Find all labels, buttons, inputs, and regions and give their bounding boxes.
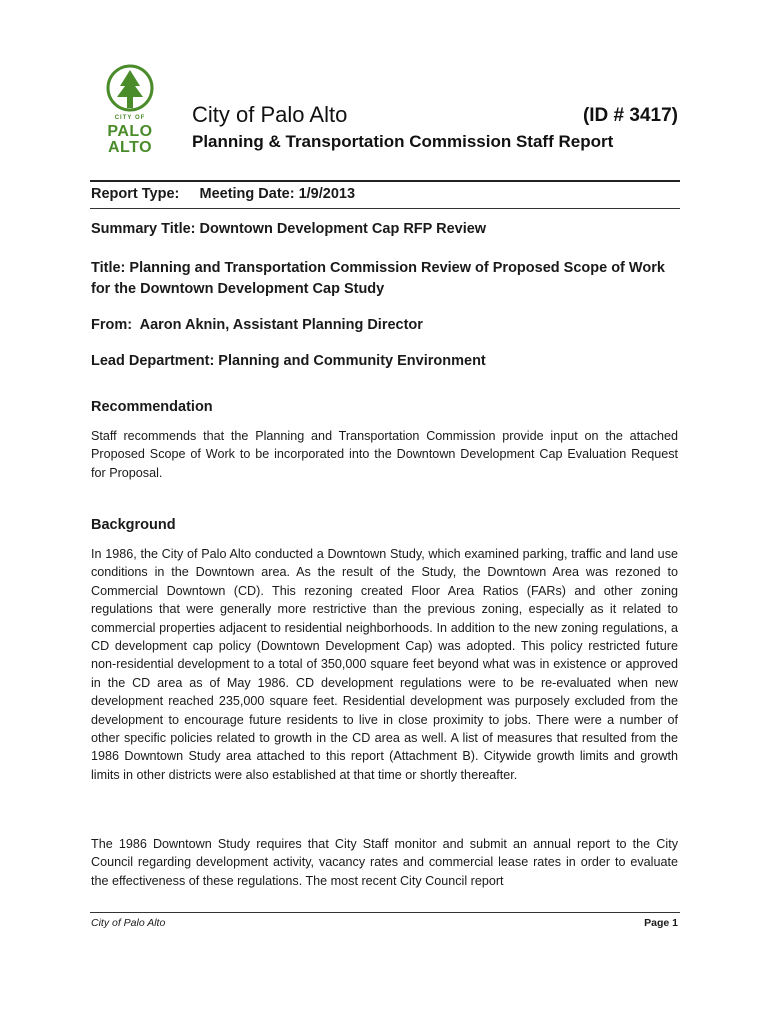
recommendation-heading: Recommendation bbox=[91, 399, 213, 415]
header-subtitle: Planning & Transportation Commission Staff Report bbox=[192, 132, 614, 151]
report-id: (ID # 3417) bbox=[582, 105, 678, 126]
header-divider bbox=[90, 180, 680, 182]
footer-divider bbox=[90, 912, 680, 913]
logo-text-palo: PALO bbox=[107, 123, 153, 140]
tree-logo-icon bbox=[106, 64, 154, 116]
header-title: City of Palo Alto bbox=[192, 102, 348, 127]
report-title: Title: Planning and Transportation Commission Review of Proposed Scope of Work for the Downtown Development Cap Study bbox=[91, 260, 665, 297]
report-type-meeting-date: Report Type: Meeting Date: 1/9/2013 bbox=[91, 186, 356, 202]
background-heading: Background bbox=[91, 517, 176, 533]
page-number: Page 1 bbox=[644, 917, 678, 929]
background-paragraph-2: The 1986 Downtown Study requires that City Staff monitor and submit an annual report to the City Council regarding development activity, vacancy rates and commercial lease rates in order to evaluate the effectiveness of these regulations. The most recent City Council report bbox=[91, 837, 678, 888]
summary-title: Summary Title: Downtown Development Cap RFP Review bbox=[91, 221, 487, 237]
from-line: From: Aaron Aknin, Assistant Planning Director bbox=[91, 317, 423, 333]
city-logo bbox=[106, 64, 160, 156]
footer-org: City of Palo Alto bbox=[91, 917, 166, 929]
recommendation-text: Staff recommends that the Planning and Transportation Commission provide input on the attached Proposed Scope of Work to be incorporated into the Downtown Development Cap Evaluation Request for Proposal. bbox=[91, 429, 678, 480]
lead-department: Lead Department: Planning and Community Environment bbox=[91, 353, 486, 369]
meta-divider bbox=[90, 208, 680, 209]
background-paragraph-1: In 1986, the City of Palo Alto conducted a Downtown Study, which examined parking, traffic and land use conditions in the Downtown area. As the result of the Study, the Downtown Area was rezoned to Commercial Downtown (CD). This rezoning created Floor Area Ratios (FARs) and other zoning regulations that were generally more restrictive than the previous zoning, especially as it related to commercial properties adjacent to residential neighborhoods. In addition to the new zoning regulations, a CD development cap policy (Downtown Development Cap) was adopted. This policy restricted future non-residential development to a total of 350,000 square feet beyond what was in existence or approved in the CD area as of May 1986. CD development regulations were to be re-evaluated when new development reached 235,000 square feet. Residential development was purposely excluded from the development to encourage future residents to live in close proximity to jobs. There were a number of other specific policies related to growth in the CD area as well. A list of measures that resulted from the 1986 Downtown Study area attached to this report (Attachment B). Citywide growth limits and growth limits in other districts were also established at that time or shortly thereafter. bbox=[91, 547, 678, 782]
logo-text-alto: ALTO bbox=[107, 139, 153, 156]
logo-text-city-of: CITY OF bbox=[114, 115, 146, 121]
